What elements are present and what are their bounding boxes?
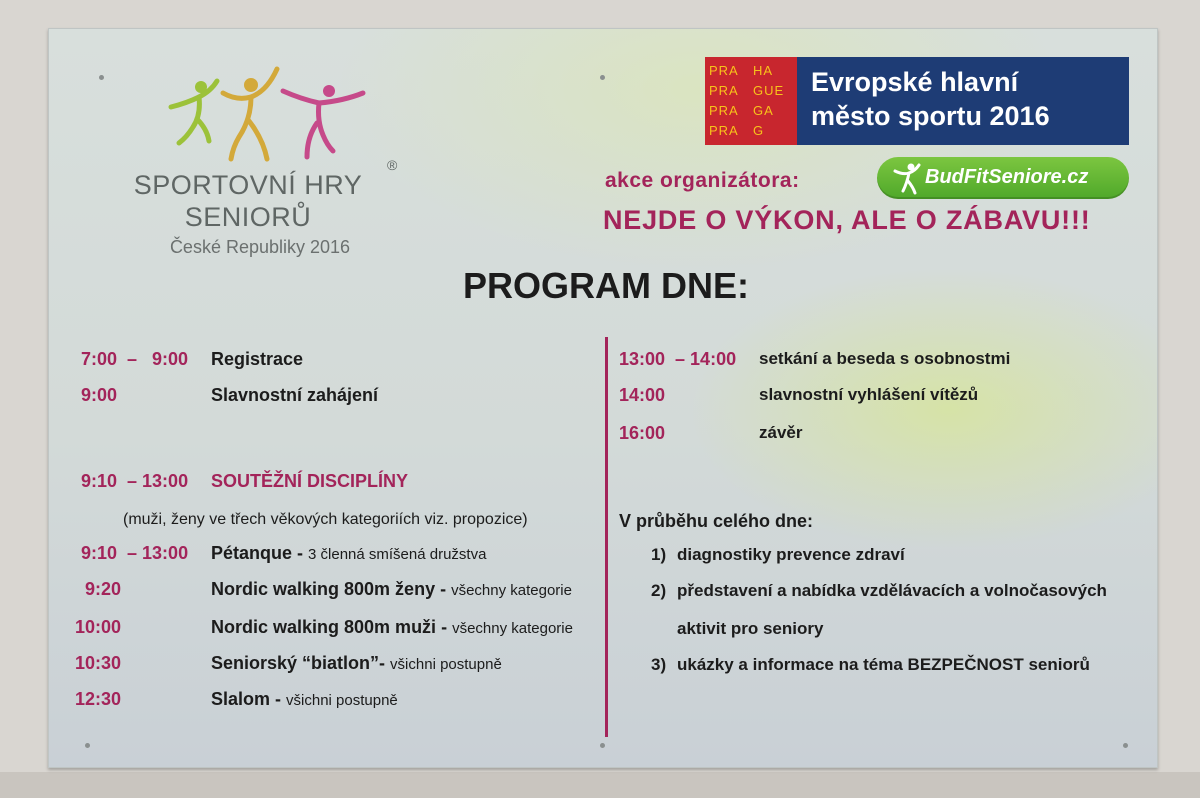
screw-icon <box>600 743 605 748</box>
schedule-time: 9:00 <box>81 385 118 405</box>
schedule-item <box>211 349 303 370</box>
budfit-badge-text: BudFitSeniore.cz <box>925 166 1089 188</box>
schedule-item <box>211 689 398 710</box>
list-item: aktivit pro seniory <box>677 619 824 638</box>
schedule-time: 10:30 <box>74 653 121 673</box>
logo-title-line2: SENIORŮ <box>184 202 312 232</box>
logo-title-line1: SPORTOVNÍ HRY <box>133 170 363 200</box>
slogan: NEJDE O VÝKON, ALE O ZÁBAVU!!! <box>603 205 1091 235</box>
wall-background <box>0 772 1200 798</box>
schedule-item-title: Nordic walking 800m muži - <box>211 617 453 637</box>
list-item: ukázky a informace na téma BEZPEČNOST seniorů <box>677 655 1090 674</box>
schedule-item <box>211 543 486 564</box>
schedule-item-title: SOUTĚŽNÍ DISCIPLÍNY <box>211 471 409 491</box>
praha-wordmark-row <box>709 61 784 81</box>
schedule-time: 14:00 <box>619 385 666 405</box>
registered-mark: ® <box>387 157 398 173</box>
schedule-time: 16:00 <box>619 423 666 443</box>
runner-icon <box>891 161 923 195</box>
schedule-item <box>211 471 408 492</box>
schedule-time: 9:10 – 13:00 <box>81 543 189 563</box>
organizer-label: akce organizátora: <box>605 169 800 192</box>
page-title: PROGRAM DNE: <box>463 265 749 306</box>
screw-icon <box>600 75 605 80</box>
praha-wordmark-part: GUE <box>753 83 785 98</box>
praha-wordmark-part: PRA <box>709 103 739 118</box>
praha-logo <box>705 57 797 145</box>
schedule-item-title: slavnostní vyhlášení vítězů <box>759 385 979 404</box>
banner-text <box>811 65 1050 133</box>
schedule-item-title: Seniorský “biatlon”- <box>211 653 391 673</box>
praha-wordmark-part: G <box>753 123 765 138</box>
schedule-time: 10:00 <box>74 617 121 637</box>
schedule-item <box>211 653 502 674</box>
schedule-item-title: Slalom - <box>211 689 287 709</box>
praha-wordmark-part: GA <box>753 103 774 118</box>
list-item: diagnostiky prevence zdraví <box>677 545 905 564</box>
list-item-number: 3) <box>651 655 667 674</box>
banner-line2: město sportu 2016 <box>811 101 1050 131</box>
praha-wordmark-part: HA <box>753 63 774 78</box>
discipline-note: (muži, ženy ve třech věkových kategoriích viz. propozice) <box>123 511 528 528</box>
praha-wordmark <box>709 61 784 141</box>
schedule-item <box>211 579 572 600</box>
schedule-item <box>211 617 573 638</box>
schedule-item-title: Registrace <box>211 349 304 369</box>
dancing-figures-logo-icon <box>167 63 367 173</box>
list-item-number: 1) <box>651 545 667 564</box>
schedule-item-title: Slavnostní zahájení <box>211 385 379 405</box>
screw-icon <box>1123 743 1128 748</box>
schedule-time: 9:20 <box>84 579 121 599</box>
screw-icon <box>99 75 104 80</box>
banner-line1: Evropské hlavní <box>811 67 1019 97</box>
schedule-item-detail: všichni postupně <box>390 656 502 673</box>
schedule-time: 9:10 – 13:00 <box>81 471 189 491</box>
praha-wordmark-row <box>709 81 784 101</box>
schedule-item <box>211 385 378 406</box>
column-divider <box>605 337 608 737</box>
schedule-item-detail: všichni postupně <box>286 692 398 709</box>
praha-wordmark-row <box>709 121 784 141</box>
schedule-item-detail: všechny kategorie <box>452 620 573 637</box>
schedule-item-title: závěr <box>759 423 803 442</box>
program-board <box>48 28 1158 768</box>
praha-wordmark-part: PRA <box>709 63 739 78</box>
all-day-heading: V průběhu celého dne: <box>619 511 814 531</box>
budfit-badge <box>877 157 1129 199</box>
logo-subtitle: České Republiky 2016 <box>169 237 351 257</box>
list-item: představení a nabídka vzdělávacích a volnočasových <box>677 581 1107 600</box>
praha-wordmark-part: PRA <box>709 123 739 138</box>
schedule-time: 7:00 – 9:00 <box>81 349 189 369</box>
schedule-time: 13:00 – 14:00 <box>619 349 737 369</box>
praha-wordmark-row <box>709 101 784 121</box>
schedule-item-detail: 3 členná smíšená družstva <box>308 546 487 563</box>
screw-icon <box>85 743 90 748</box>
schedule-item-title: Pétanque - <box>211 543 309 563</box>
list-item-number: 2) <box>651 581 667 600</box>
schedule-time: 12:30 <box>74 689 121 709</box>
european-capital-banner <box>705 57 1129 145</box>
logo-title <box>123 169 373 233</box>
praha-wordmark-part: PRA <box>709 83 739 98</box>
schedule-item-title: Nordic walking 800m ženy - <box>211 579 452 599</box>
schedule-item-detail: všechny kategorie <box>451 582 572 599</box>
schedule-item-title: setkání a beseda s osobnostmi <box>759 349 1011 368</box>
